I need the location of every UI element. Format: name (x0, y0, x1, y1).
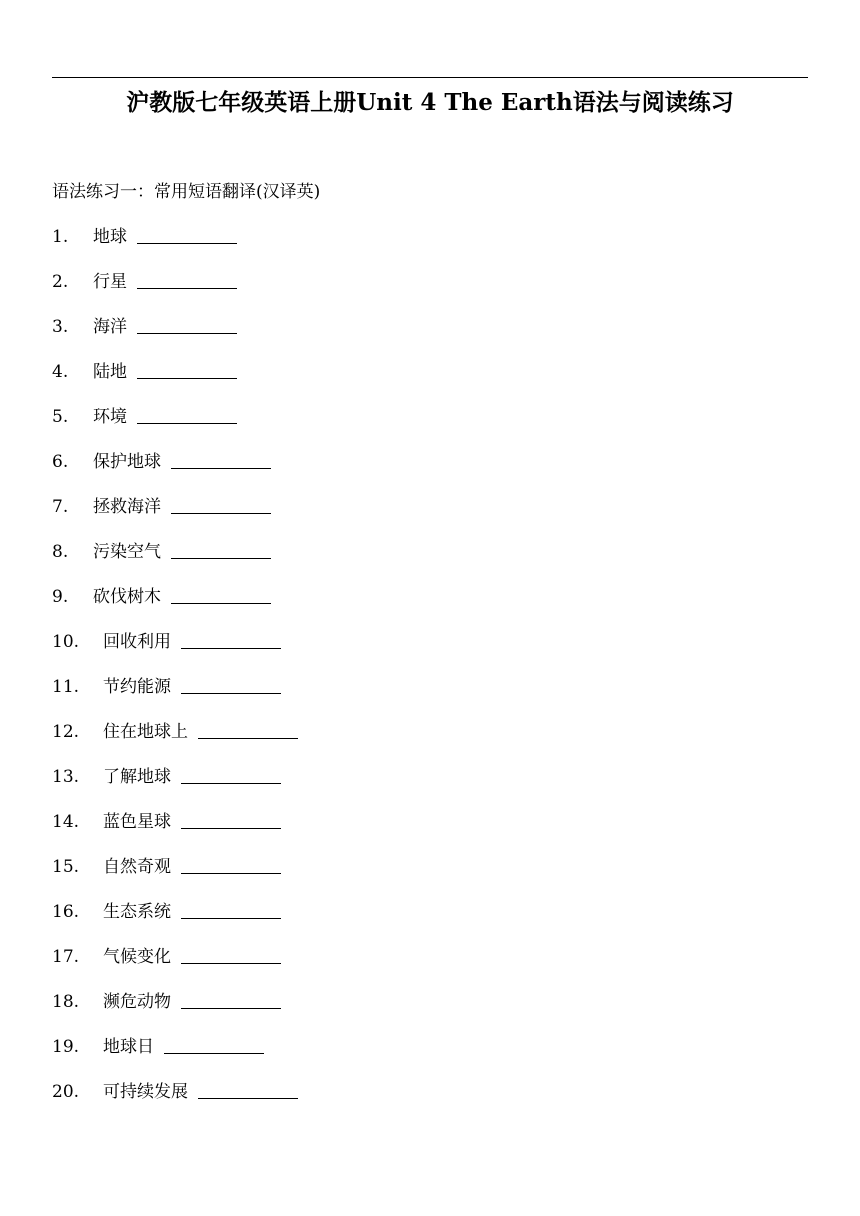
answer-blank[interactable] (171, 450, 271, 469)
answer-blank[interactable] (181, 630, 281, 649)
item-text: 海洋 (93, 317, 127, 337)
header-rule (52, 77, 808, 78)
answer-blank[interactable] (181, 675, 281, 694)
list-item (52, 808, 298, 853)
item-text: 拯救海洋 (93, 497, 161, 517)
item-number: 8. (52, 542, 69, 562)
item-number: 5. (52, 407, 69, 427)
item-text: 节约能源 (103, 677, 171, 697)
item-text: 濒危动物 (103, 992, 171, 1012)
list-item (52, 403, 298, 448)
item-number: 20. (52, 1082, 80, 1102)
answer-blank[interactable] (181, 810, 281, 829)
item-text: 环境 (93, 407, 127, 427)
answer-blank[interactable] (137, 315, 237, 334)
item-text: 地球 (93, 227, 127, 247)
item-number: 18. (52, 992, 80, 1012)
answer-blank[interactable] (181, 765, 281, 784)
item-number: 4. (52, 362, 69, 382)
answer-blank[interactable] (181, 945, 281, 964)
list-item (52, 943, 298, 988)
item-number: 15. (52, 857, 80, 877)
item-text: 自然奇观 (103, 857, 171, 877)
answer-blank[interactable] (181, 990, 281, 1009)
list-item (52, 1078, 298, 1123)
item-number: 12. (52, 722, 80, 742)
phrase-list (52, 223, 298, 1123)
item-number: 2. (52, 272, 69, 292)
answer-blank[interactable] (181, 900, 281, 919)
list-item (52, 988, 298, 1033)
list-item (52, 673, 298, 718)
item-text: 了解地球 (103, 767, 171, 787)
item-text: 住在地球上 (103, 722, 188, 742)
list-item (52, 1033, 298, 1078)
answer-blank[interactable] (198, 720, 298, 739)
item-text: 气候变化 (103, 947, 171, 967)
item-text: 地球日 (103, 1037, 154, 1057)
item-number: 3. (52, 317, 69, 337)
list-item (52, 583, 298, 628)
list-item (52, 313, 298, 358)
list-item (52, 718, 298, 763)
item-number: 10. (52, 632, 80, 652)
list-item (52, 898, 298, 943)
item-number: 7. (52, 497, 69, 517)
list-item (52, 493, 298, 538)
item-text: 砍伐树木 (93, 587, 161, 607)
item-number: 14. (52, 812, 80, 832)
answer-blank[interactable] (137, 270, 237, 289)
answer-blank[interactable] (198, 1080, 298, 1099)
list-item (52, 448, 298, 493)
list-item (52, 763, 298, 808)
item-text: 保护地球 (93, 452, 161, 472)
item-text: 回收利用 (103, 632, 171, 652)
item-text: 蓝色星球 (103, 812, 171, 832)
item-number: 6. (52, 452, 69, 472)
item-text: 可持续发展 (103, 1082, 188, 1102)
page-title: 沪教版七年级英语上册Unit 4 The Earth语法与阅读练习 (126, 89, 734, 116)
list-item (52, 853, 298, 898)
list-item (52, 223, 298, 268)
section-heading: 语法练习一：常用短语翻译(汉译英) (52, 182, 321, 202)
item-text: 生态系统 (103, 902, 171, 922)
item-number: 17. (52, 947, 80, 967)
answer-blank[interactable] (164, 1035, 264, 1054)
list-item (52, 538, 298, 583)
answer-blank[interactable] (181, 855, 281, 874)
item-number: 13. (52, 767, 80, 787)
answer-blank[interactable] (171, 585, 271, 604)
item-number: 19. (52, 1037, 80, 1057)
answer-blank[interactable] (171, 495, 271, 514)
answer-blank[interactable] (137, 225, 237, 244)
item-number: 9. (52, 587, 69, 607)
list-item (52, 268, 298, 313)
list-item (52, 628, 298, 673)
answer-blank[interactable] (137, 360, 237, 379)
answer-blank[interactable] (137, 405, 237, 424)
item-number: 11. (52, 677, 80, 697)
item-text: 污染空气 (93, 542, 161, 562)
item-number: 16. (52, 902, 80, 922)
answer-blank[interactable] (171, 540, 271, 559)
item-text: 行星 (93, 272, 127, 292)
item-text: 陆地 (93, 362, 127, 382)
list-item (52, 358, 298, 403)
item-number: 1. (52, 227, 69, 247)
